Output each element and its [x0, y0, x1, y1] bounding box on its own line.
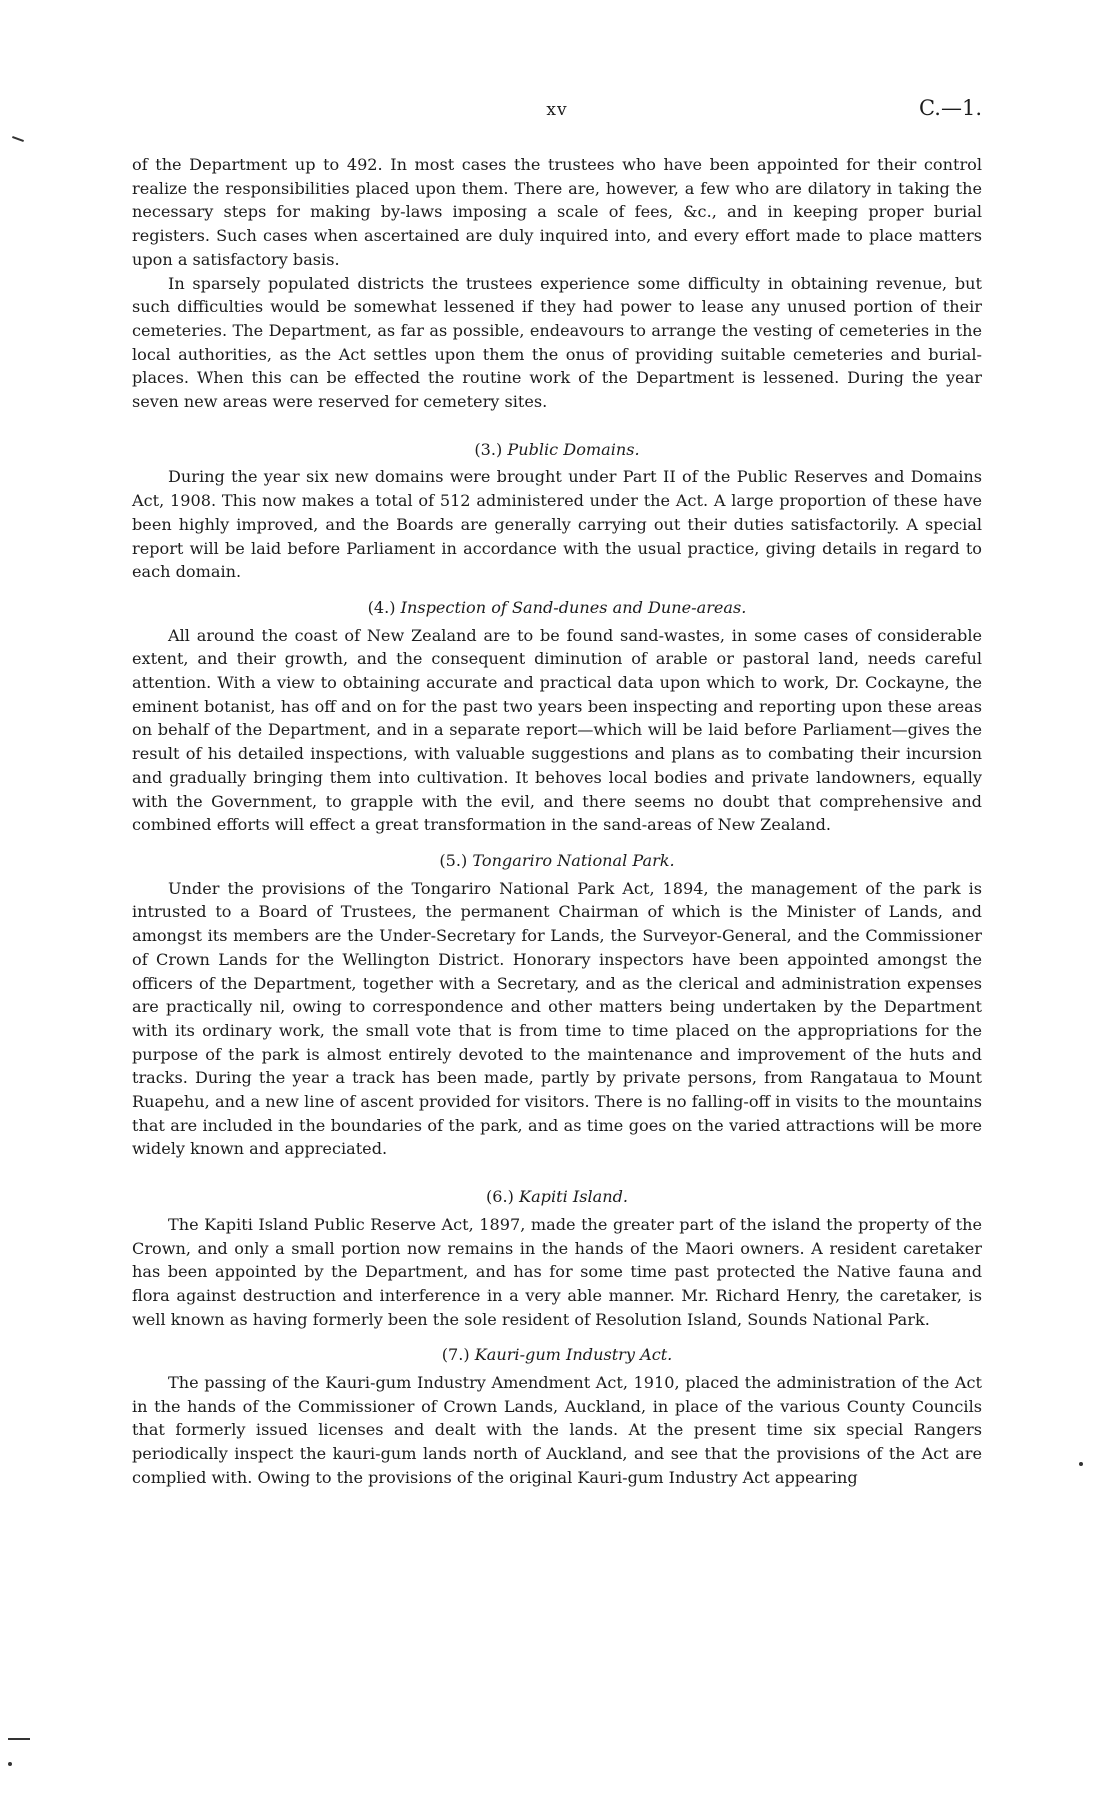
- section-title: Public Domains.: [507, 439, 640, 459]
- section-heading-public-domains: [132, 438, 982, 462]
- scan-mark: [8, 1738, 30, 1740]
- section-number: (7.): [441, 1345, 470, 1365]
- scan-mark: [12, 136, 24, 142]
- page-body: [132, 153, 982, 1490]
- section-heading-kauri-gum: [132, 1343, 982, 1367]
- scan-mark: [8, 1762, 12, 1766]
- section-number: (3.): [474, 439, 503, 459]
- section-title: Kapiti Island.: [519, 1187, 628, 1207]
- page-header: [132, 96, 982, 130]
- section-title: Inspection of Sand-dunes and Dune-areas.: [400, 597, 747, 617]
- scan-mark: [1079, 1462, 1083, 1466]
- page-number: xv: [546, 100, 568, 120]
- paragraph-cemeteries: In sparsely populated districts the trustees experience some difficulty in obtaining revenue, but such difficulties would be somewhat lessened if they had power to lease any unused portion of their cemeteries. The Department, as far as possible, endeavours to arrange the vesting of cemeteries in the local authorities, as the Act settles upon them the onus of providing suitable cemeteries and burial-places. When this can be effected the routine work of the Department is lessened. During the year seven new areas were reserved for cemetery sites.: [132, 273, 982, 412]
- section-body-kauri-gum: The passing of the Kauri-gum Industry Amendment Act, 1910, placed the administration of the Act in the hands of the Commissioner of Crown Lands, Auckland, in place of the various County Councils that formerly issued licenses and dealt with the lands. At the present time six special Rangers periodically inspect the kauri-gum lands north of Auckland, and see that the provisions of the Act are complied with. Owing to the provisions of the original Kauri-gum Industry Act appearing: [132, 1373, 982, 1487]
- section-body-tongariro: Under the provisions of the Tongariro National Park Act, 1894, the management of the park is intrusted to a Board of Trustees, the permanent Chairman of which is the Minister of Lands, and amongst its members are the Under-Secretary for Lands, the Surveyor-General, and the Commissioner of Crown Lands for the Wellington District. Honorary inspectors have been appointed amongst the officers of the Department, together with a Secretary, and as the clerical and administration expenses are practically nil, owing to correspondence and other matters being undertaken by the Department with its ordinary work, the small vote that is from time to time placed on the appropriations for the purpose of the park is almost entirely devoted to the maintenance and improvement of the huts and tracks. During the year a track has been made, partly by private persons, from Rangataua to Mount Ruapehu, and a new line of ascent provided for visitors. There is no falling-off in visits to the mountains that are included in the boundaries of the park, and as time goes on the varied attractions will be more widely known and appreciated.: [132, 878, 982, 1159]
- section-title: Tongariro National Park.: [472, 850, 675, 870]
- section-heading-kapiti: [132, 1185, 982, 1209]
- section-heading-tongariro: [132, 849, 982, 873]
- section-number: (6.): [486, 1187, 514, 1207]
- section-body-public-domains: During the year six new domains were brought under Part II of the Public Reserves and Domains Act, 1908. This now makes a total of 512 administered under the Act. A large proportion of these have been highly improved, and the Boards are generally carrying out their duties satisfactorily. A special report will be laid before Parliament in accordance with the usual practice, giving details in regard to each domain.: [132, 467, 982, 582]
- section-number: (5.): [439, 850, 468, 870]
- section-title: Kauri-gum Industry Act.: [474, 1345, 673, 1365]
- section-body-sand-dunes: All around the coast of New Zealand are to be found sand-wastes, in some cases of considerable extent, and their growth, and the consequent diminution of arable or pastoral land, needs careful attention. With a view to obtaining accurate and practical data upon which to work, Dr. Cockayne, the eminent botanist, has off and on for the past two years been inspecting and reporting upon these areas on behalf of the Department, and in a separate report—which will be laid before Parliament—gives the result of his detailed inspections, with valuable suggestions and plans as to combating their incursion and gradually bringing them into cultivation. It behoves local bodies and private landowners, equally with the Government, to grapple with the evil, and there seems no doubt that comprehensive and combined efforts will effect a great transformation in the sand-areas of New Zealand.: [132, 625, 982, 835]
- paragraph-continuation: of the Department up to 492. In most cases the trustees who have been appointed for their control realize the responsibilities placed upon them. There are, however, a few who are dilatory in taking the necessary steps for making by-laws imposing a scale of fees, &c., and in keeping proper burial registers. Such cases when ascertained are duly inquired into, and every effort made to place matters upon a satisfactory basis.: [132, 155, 982, 269]
- section-heading-sand-dunes: [132, 596, 982, 620]
- section-body-kapiti: The Kapiti Island Public Reserve Act, 1897, made the greater part of the island the property of the Crown, and only a small portion now remains in the hands of the Maori owners. A resident caretaker has been appointed by the Department, and has for some time past protected the Native fauna and flora against destruction and interference in a very able manner. Mr. Richard Henry, the caretaker, is well known as having formerly been the sole resident of Resolution Island, Sounds National Park.: [132, 1214, 982, 1329]
- document-reference: C.—1.: [918, 96, 982, 120]
- section-number: (4.): [367, 597, 396, 617]
